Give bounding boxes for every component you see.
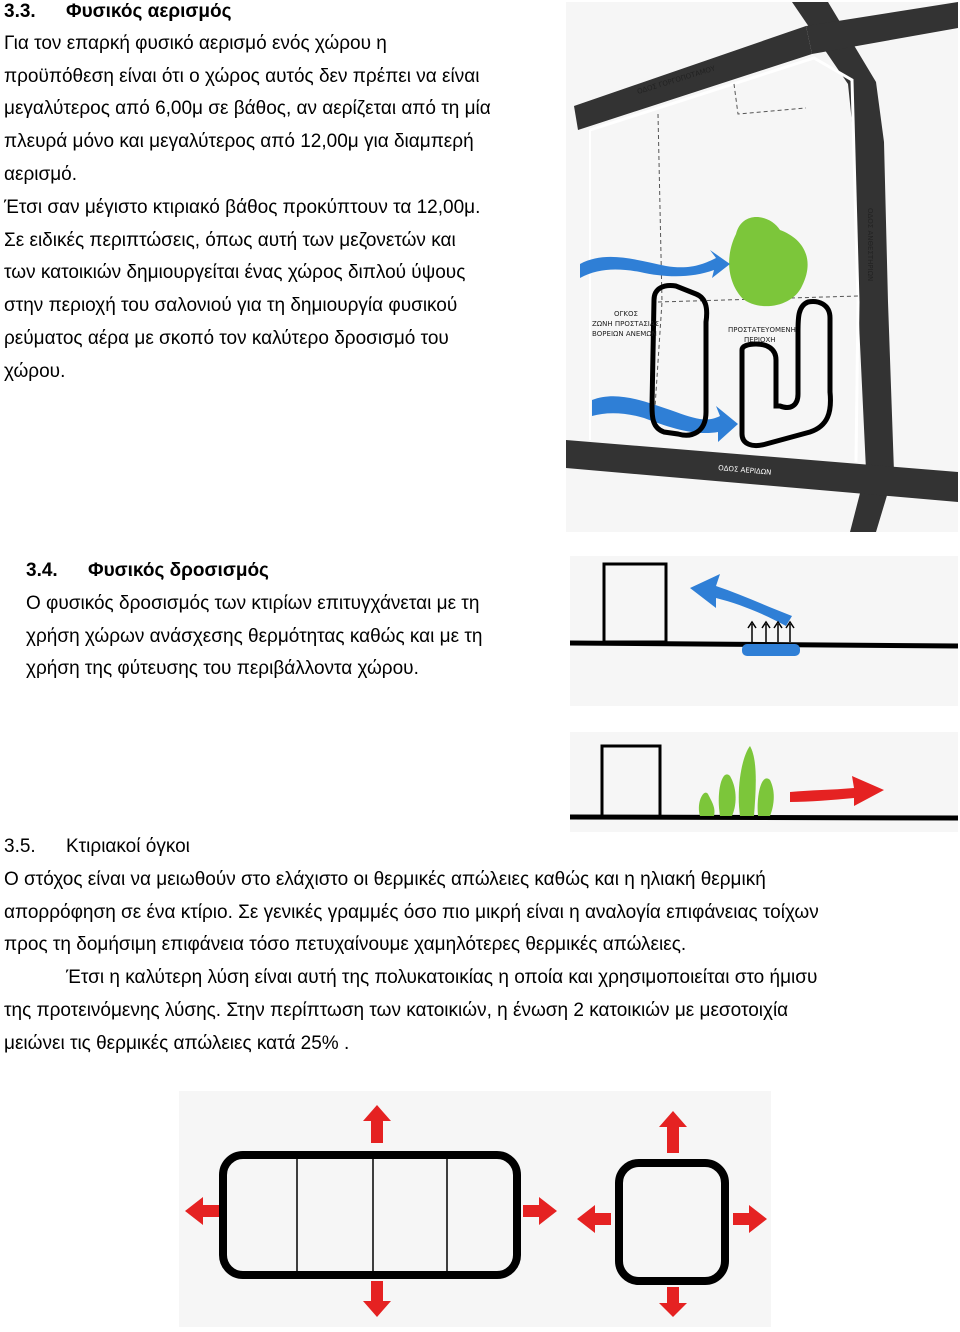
- paragraph-line: Έτσι σαν μέγιστο κτιριακό βάθος προκύπτουν τα 12,00μ.: [4, 197, 481, 218]
- water-pool: [742, 644, 800, 656]
- paragraph-line: χρήση της φύτευσης του περιβάλλοντα χώρου.: [26, 658, 419, 679]
- street-label-bottom: ΟΔΟΣ ΑΕΡΙΔΩΝ: [717, 464, 772, 477]
- section-title: Φυσικός αερισμός: [66, 1, 232, 22]
- section-title: Κτιριακοί όγκοι: [66, 836, 190, 857]
- paragraph-line: προς τη δομήσιμη επιφάνεια τόσο πετυχαίνουμε χαμηλότερες θερμικές απώλειες.: [4, 934, 687, 955]
- section-title: Φυσικός δροσισμός: [88, 560, 269, 581]
- street-label-right: ΟΔΟΣ ΑΝΘΕΣΤΗΡΙΩΝ: [866, 208, 874, 282]
- label-protection-zone: ΖΩΝΗ ΠΡΟΣΤΑΣΙΑΣ: [592, 320, 660, 328]
- site-ventilation-sketch: [566, 2, 958, 532]
- paragraph-line: απορρόφηση σε ένα κτίριο. Σε γενικές γραμμές όσο πιο μικρή είναι η αναλογία επιφάνειας τοίχων: [4, 902, 819, 923]
- label-area: ΠΕΡΙΟΧΗ: [744, 336, 776, 344]
- paragraph-line: στην περιοχή του σαλονιού για τη δημιουργία φυσικού: [4, 295, 458, 316]
- paragraph-line: Για τον επαρκή φυσικό αερισμό ενός χώρου η: [4, 33, 387, 54]
- section-number: 3.5.: [4, 836, 36, 857]
- paragraph-line: χρήση χώρων ανάσχεσης θερμότητας καθώς και με τη: [26, 626, 483, 647]
- section-3-3-heading: [4, 0, 232, 29]
- cooling-water-sketch: [570, 556, 958, 706]
- section-3-4-heading: [26, 555, 269, 588]
- section-number: 3.3.: [4, 1, 36, 22]
- paragraph-line: ρεύματος αέρα με σκοπό τον καλύτερο δροσισμό του: [4, 328, 449, 349]
- section-3-5-heading: [4, 831, 190, 864]
- paragraph-line: Έτσι η καλύτερη λύση είναι αυτή της πολυκατοικίας η οποία και χρησιμοποιείται στο ήμισυ: [66, 967, 818, 988]
- label-protected: ΠΡΟΣΤΑΤΕΥΟΜΕΝΗ: [728, 326, 796, 334]
- cooling-vegetation-sketch: [570, 732, 958, 832]
- paragraph-line: μεγαλύτερος από 6,00μ σε βάθος, αν αερίζεται από τη μία: [4, 98, 491, 119]
- label-north-winds: ΒΟΡΕΙΩΝ ΑΝΕΜΩΝ: [592, 330, 657, 338]
- paragraph-line: Σε ειδικές περιπτώσεις, όπως αυτή των μεζονετών και: [4, 230, 456, 251]
- paragraph-line: Ο στόχος είναι να μειωθούν στο ελάχιστο οι θερμικές απώλειες καθώς και η ηλιακή θερμική: [4, 869, 766, 890]
- paragraph-line: χώρου.: [4, 361, 66, 382]
- paragraph-line: των κατοικιών δημιουργείται ένας χώρος διπλού ύψους: [4, 262, 466, 283]
- paragraph-line: Ο φυσικός δροσισμός των κτιρίων επιτυγχάνεται με τη: [26, 593, 480, 614]
- label-volume: ΟΓΚΟΣ: [614, 310, 638, 318]
- building-volumes-sketch: [179, 1091, 771, 1327]
- street-label-top: ΟΔΟΣ ΓΟΡΓΟΠΟΤΑΜΟΥ: [636, 64, 717, 96]
- paragraph-line: της προτεινόμενης λύσης. Στην περίπτωση των κατοικιών, η ένωση 2 κατοικιών με μεσοτοιχία: [4, 1000, 789, 1021]
- paragraph-line: αερισμό.: [4, 164, 78, 185]
- paragraph-line: μειώνει τις θερμικές απώλειες κατά 25% .: [4, 1033, 350, 1054]
- paragraph-line: πλευρά μόνο και μεγαλύτερος από 12,00μ για διαμπερή: [4, 131, 474, 152]
- ground-line: [570, 817, 958, 818]
- paragraph-line: προϋπόθεση είναι ότι ο χώρος αυτός δεν πρέπει να είναι: [4, 66, 480, 87]
- section-number: 3.4.: [26, 560, 58, 581]
